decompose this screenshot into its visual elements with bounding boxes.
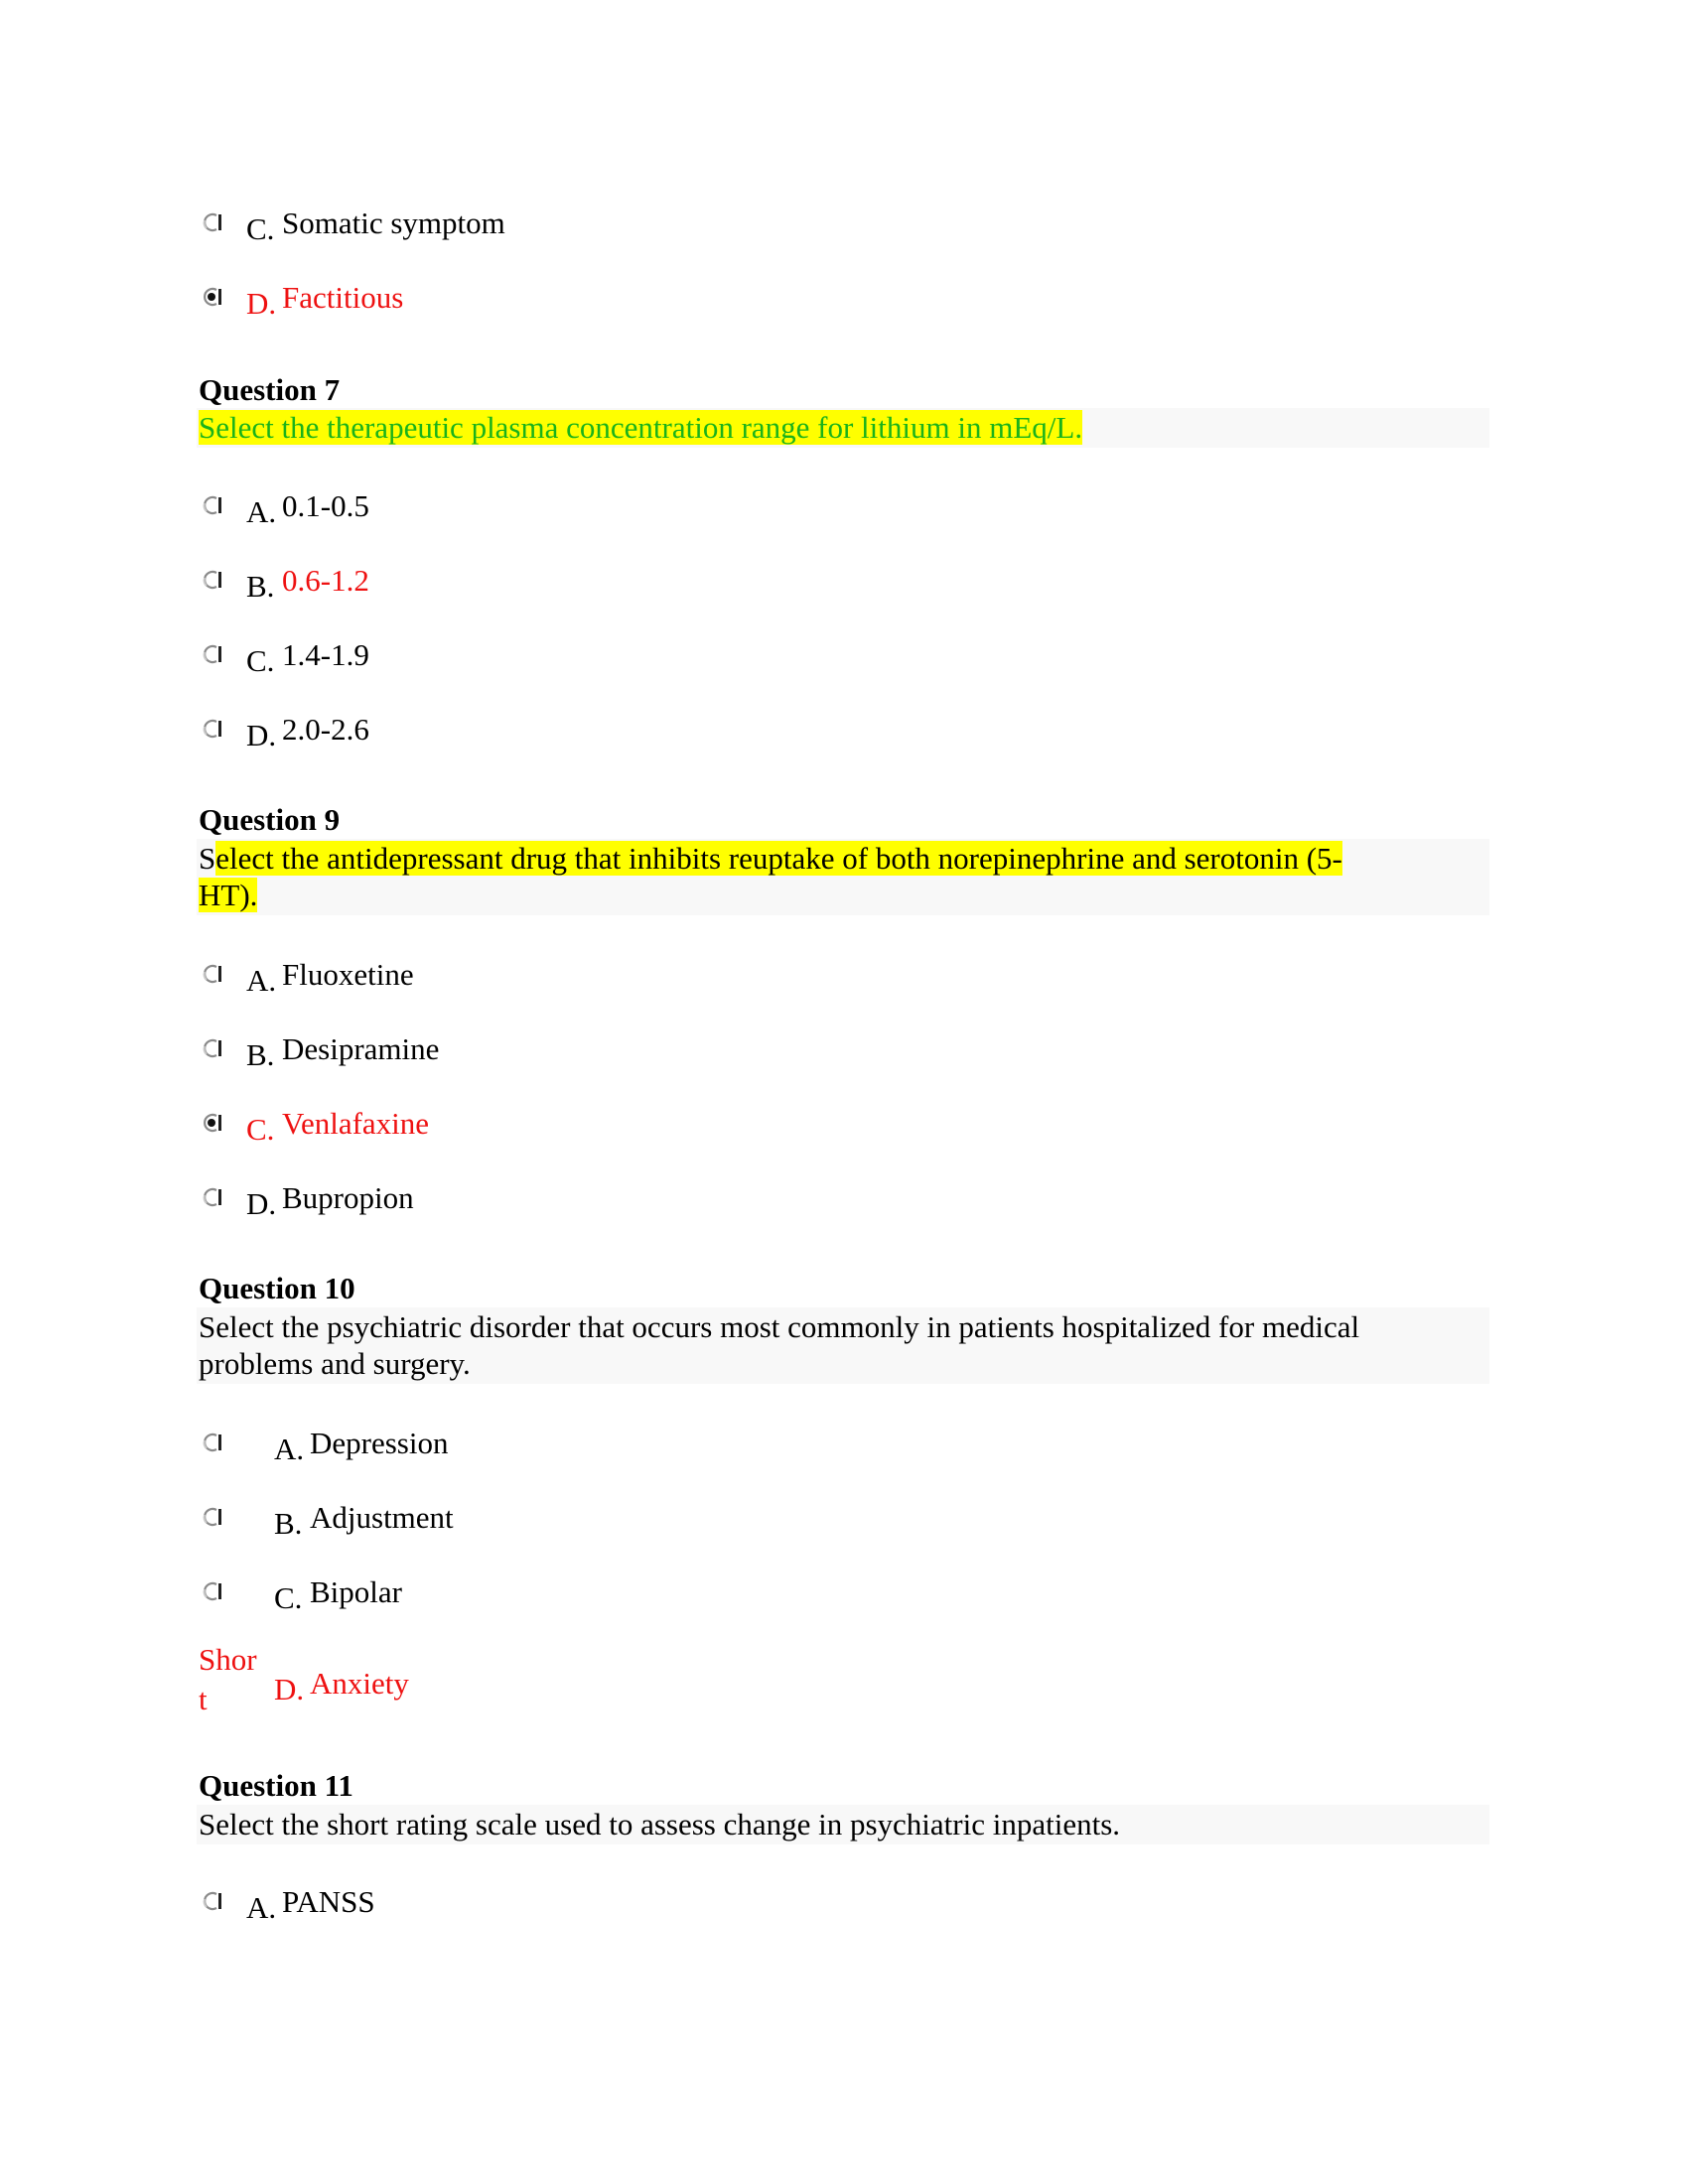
option-letter: A. [274,1432,305,1466]
option-text: Somatic symptom [282,205,505,240]
option-text: Bipolar [310,1574,402,1609]
option-letter: B. [246,1037,275,1072]
option-text: Anxiety [310,1666,409,1701]
question-9-title: Question 9 [199,802,341,837]
radio-unselected-icon[interactable] [201,963,222,985]
option-text: Depression [310,1426,449,1460]
radio-selected-icon[interactable] [201,286,222,308]
option-letter: D. [274,1672,305,1706]
question-10-prompt-line2: problems and surgery. [199,1346,471,1381]
option-letter: A. [246,494,277,529]
option-text: Bupropion [282,1180,414,1215]
radio-unselected-icon[interactable] [201,1506,222,1528]
option-text: Factitious [282,280,404,315]
question-10-prompt-line1: Select the psychiatric disorder that occurs most commonly in patients hospitalized for medical [199,1309,1360,1344]
option-letter: B. [246,569,275,604]
option-text: Fluoxetine [282,957,414,992]
option-letter: C. [274,1580,303,1615]
question-9-prompt-line2: HT). [199,878,258,912]
option-letter: A. [246,963,277,998]
radio-unselected-icon[interactable] [201,718,222,740]
question-11-prompt: Select the short rating scale used to assess change in psychiatric inpatients. [199,1807,1121,1842]
radio-unselected-icon[interactable] [201,643,222,665]
question-10-prompt-box [197,1307,1489,1384]
option-text: Venlafaxine [282,1106,430,1141]
question-7-prompt-box [197,408,1489,448]
option-text: 1.4-1.9 [282,637,369,672]
option-text: 0.6-1.2 [282,563,369,598]
question-7-title: Question 7 [199,372,341,407]
question-9-prompt-box [197,839,1489,915]
radio-unselected-icon[interactable] [201,569,222,591]
radio-unselected-icon[interactable] [201,1037,222,1059]
option-text: PANSS [282,1884,375,1919]
option-letter: D. [246,286,277,321]
option-letter: A. [246,1890,277,1925]
option-letter: C. [246,211,275,246]
option-text: Adjustment [310,1500,454,1535]
question-11-prompt-box [197,1805,1489,1844]
question-9-prompt-line1: elect the antidepressant drug that inhibits reuptake of both norepinephrine and serotonin (5- [215,841,1342,876]
radio-selected-icon[interactable] [201,1112,222,1134]
option-letter: C. [246,643,275,678]
short-label-line2: t [199,1682,208,1716]
radio-unselected-icon[interactable] [201,211,222,233]
short-label-line1: Shor [199,1642,257,1677]
option-text: Desipramine [282,1031,440,1066]
radio-unselected-icon[interactable] [201,1890,222,1912]
radio-unselected-icon[interactable] [201,1186,222,1208]
option-letter: D. [246,1186,277,1221]
option-text: 0.1-0.5 [282,488,369,523]
question-7-prompt: Select the therapeutic plasma concentration range for lithium in mEq/L. [199,410,1083,445]
radio-unselected-icon[interactable] [201,1580,222,1602]
radio-unselected-icon[interactable] [201,1432,222,1453]
option-text: 2.0-2.6 [282,712,369,747]
question-10-title: Question 10 [199,1271,355,1305]
option-letter: C. [246,1112,275,1147]
question-9-prompt-first: S [199,841,216,876]
question-11-title: Question 11 [199,1768,353,1803]
radio-unselected-icon[interactable] [201,494,222,516]
option-letter: B. [274,1506,303,1541]
option-letter: D. [246,718,277,752]
short-answer-label [199,1640,268,1719]
